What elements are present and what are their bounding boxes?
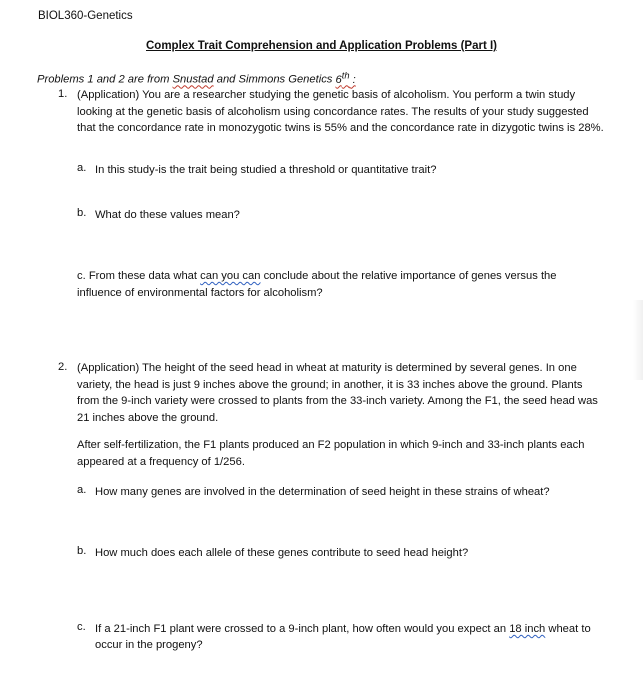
intro-edition-number: 6 — [335, 73, 342, 86]
intro-mid: and Simmons Genetics — [213, 73, 336, 86]
question-1b-label: b. — [77, 207, 87, 219]
intro-author: Snustad — [172, 73, 214, 86]
question-1c — [77, 268, 597, 301]
intro-prefix: Problems 1 and 2 are from — [37, 73, 173, 86]
intro-line — [37, 70, 356, 86]
question-2c-label: c. — [77, 621, 86, 633]
question-1c-pre: From these data what — [88, 270, 201, 282]
question-2-text-2: After self-fertilization, the F1 plants produced an F2 population in which 9-inch and 33-inch plants each appeared at a frequency of 1/256. — [77, 439, 585, 468]
question-2c-pre: If a 21-inch F1 plant were crossed to a 9-inch plant, how often would you expect an — [95, 623, 510, 635]
intro-suffix: : — [349, 73, 356, 86]
question-1c-post: conclude about the relative importance of genes versus the influence of environmental factors for alcoholism? — [77, 270, 557, 299]
question-2b-label: b. — [77, 545, 87, 557]
question-2a-text: How many genes are involved in the determination of seed height in these strains of wheat? — [95, 486, 550, 498]
question-2c-post: wheat to occur in the progeny? — [95, 623, 591, 651]
intro-edition — [335, 70, 356, 86]
question-1c-label: c. — [77, 270, 86, 282]
course-header: BIOL360-Genetics — [38, 10, 133, 22]
question-2c-text — [95, 621, 615, 653]
question-2-text: (Application) The height of the seed head in wheat at maturity is determined by several genes. In one variety, the head is just 9 inches above the ground; in another, it is 33 inches above the ground. Plants from the 9-inch variety were crossed to plants from the 33-inch variety. Among the F1, the seed head was 21 inches above the ground. — [77, 362, 598, 424]
question-2-number: 2. — [58, 361, 68, 373]
question-2b-text: How much does each allele of these genes contribute to seed head height? — [95, 547, 469, 559]
page-title: Complex Trait Comprehension and Application Problems (Part I) — [145, 40, 497, 52]
intro-edition-sup: th — [341, 70, 350, 80]
question-2a-label: a. — [77, 484, 87, 496]
question-1-text: (Application) You are a researcher studying the genetic basis of alcoholism. You perform a twin study looking at the genetic basis of alcoholism using concordance rates. The results of your study suggested that the concordance rate in monozygotic twins is 55% and the concordance rate in dizygotic twins is 28%. — [77, 89, 604, 134]
question-2c-mid: 18 inch — [509, 623, 546, 635]
question-1-number: 1. — [58, 88, 68, 100]
question-1c-duplicate: can you can — [200, 270, 261, 282]
page-edge-shadow — [633, 300, 643, 380]
question-1b-text: What do these values mean? — [95, 209, 240, 221]
question-1a-label: a. — [77, 162, 87, 174]
question-1a-text: In this study-is the trait being studied a threshold or quantitative trait? — [95, 164, 437, 176]
